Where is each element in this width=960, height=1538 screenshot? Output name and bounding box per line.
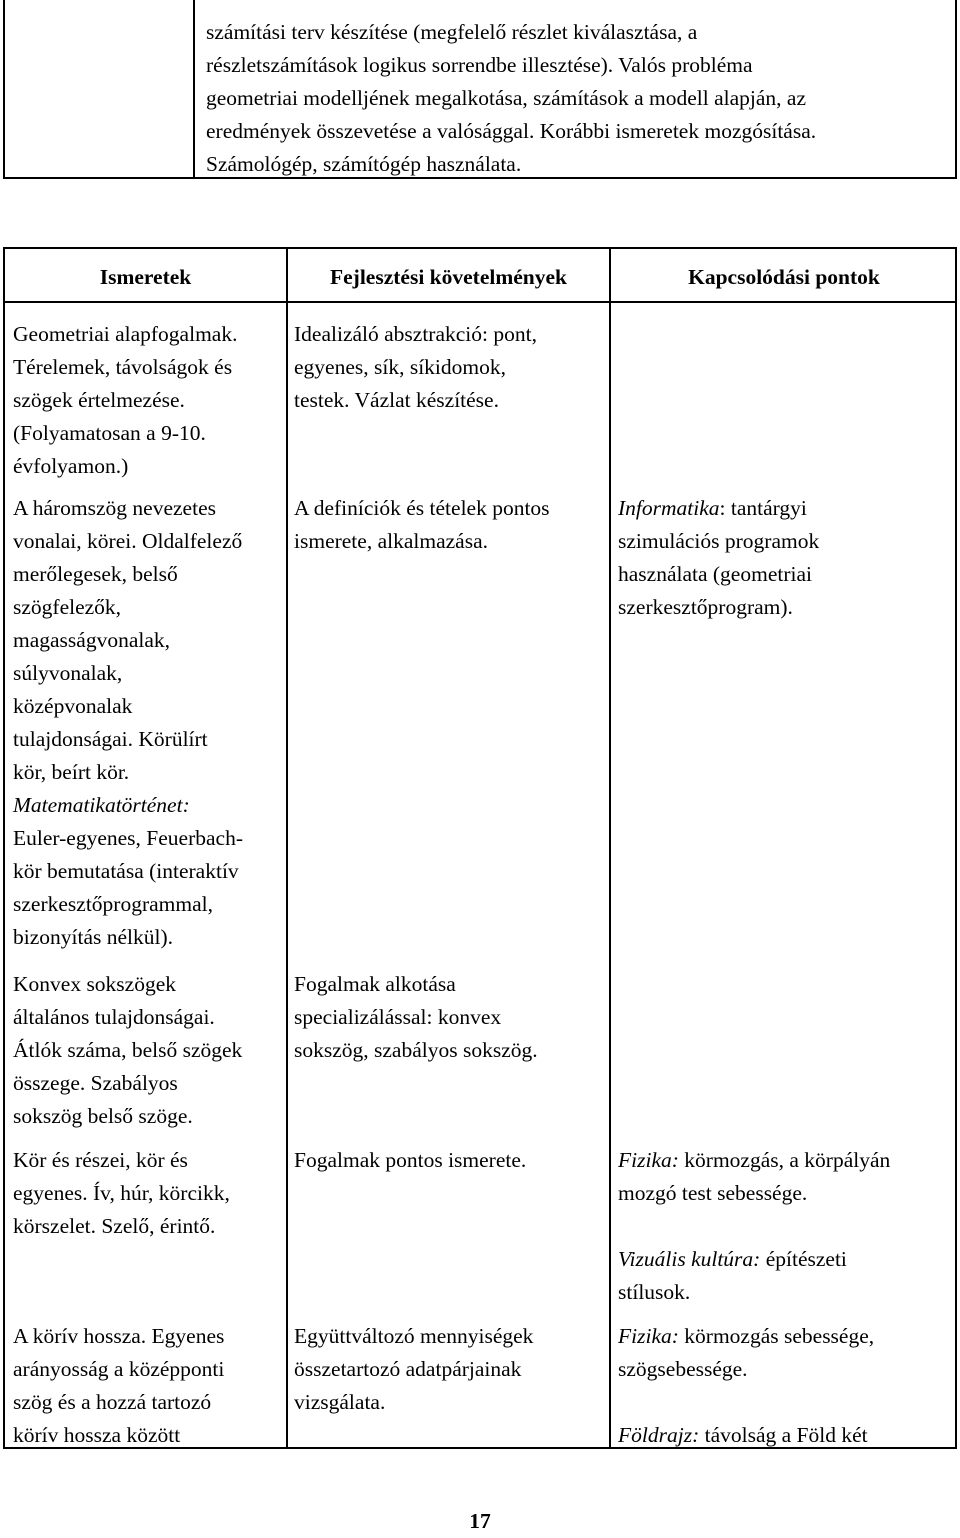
text-line: szerkesztőprogrammal, [13, 892, 213, 916]
text-line: testek. Vázlat készítése. [294, 388, 499, 412]
text-line: Geometriai alapfogalmak. [13, 322, 238, 346]
text-line: Fogalmak alkotása [294, 972, 456, 996]
row-4-fejlesztes [294, 1144, 604, 1177]
text-line [618, 492, 953, 525]
text-line: súlyvonalak, [13, 661, 123, 685]
row-5-fejlesztes [294, 1320, 604, 1419]
text-line [618, 1419, 953, 1452]
text-line: merőlegesek, belső [13, 562, 178, 586]
text-line: szerkesztőprogram). [618, 595, 793, 619]
text-fragment: körmozgás, a körpályán [678, 1148, 891, 1172]
row-2-fejlesztes [294, 492, 604, 558]
text-line: Kör és részei, kör és [13, 1148, 188, 1172]
text-line [13, 789, 285, 822]
text-line: ismerete, alkalmazása. [294, 529, 488, 553]
text-line: kör, beírt kör. [13, 760, 130, 784]
text-line: Idealizáló absztrakció: pont, [294, 322, 537, 346]
row-1-fejlesztes [294, 318, 604, 417]
text-line [618, 1243, 953, 1276]
italic-subject: Fizika: [618, 1324, 679, 1348]
intro-line: részletszámítások logikus sorrendbe illesztése). Valós probléma [206, 53, 753, 77]
intro-line: eredmények összevetése a valósággal. Korábbi ismeretek mozgósítása. [206, 119, 817, 143]
text-line: évfolyamon.) [13, 454, 129, 478]
intro-line: geometriai modelljének megalkotása, számítások a modell alapján, az [206, 86, 806, 110]
text-line: tulajdonságai. Körülírt [13, 727, 208, 751]
text-line: magasságvonalak, [13, 628, 171, 652]
text-line: Együttváltozó mennyiségek [294, 1324, 534, 1348]
text-fragment: távolság a Föld két [699, 1423, 868, 1447]
text-line: összege. Szabályos [13, 1071, 178, 1095]
row-1-ismeretek [13, 318, 285, 483]
empty-left-cell [5, 0, 195, 177]
text-line: sokszög belső szöge. [13, 1104, 193, 1128]
text-line: kör bemutatása (interaktív [13, 859, 239, 883]
text-line: A háromszög nevezetes [13, 496, 216, 520]
header-divider [5, 301, 955, 303]
header-kapcsolodasi-pontok: Kapcsolódási pontok [688, 265, 880, 289]
text-line: A körív hossza. Egyenes [13, 1324, 225, 1348]
italic-subject: Informatika [618, 496, 720, 520]
text-line: (Folyamatosan a 9-10. [13, 421, 206, 445]
italic-subject: Matematikatörténet: [13, 793, 190, 817]
text-line: általános tulajdonságai. [13, 1005, 215, 1029]
row-3-ismeretek [13, 968, 285, 1133]
text-fragment: körmozgás sebessége, [678, 1324, 875, 1348]
italic-subject: Földrajz: [618, 1423, 700, 1447]
intro-text [206, 16, 946, 181]
row-3-fejlesztes [294, 968, 604, 1067]
text-line: stílusok. [618, 1280, 691, 1304]
text-line: A definíciók és tételek pontos [294, 496, 550, 520]
text-line: bizonyítás nélkül). [13, 925, 174, 949]
row-5-ismeretek [13, 1320, 285, 1452]
text-line: szimulációs programok [618, 529, 820, 553]
text-line: vonalai, körei. Oldalfelező [13, 529, 243, 553]
row-2-kapcsolodas [618, 492, 953, 624]
column-divider [609, 249, 611, 1447]
text-line: szögsebessége. [618, 1357, 748, 1381]
text-line: Átlók száma, belső szögek [13, 1038, 243, 1062]
text-line [618, 1144, 953, 1177]
text-line: Térelemek, távolságok és [13, 355, 233, 379]
text-line: Euler-egyenes, Feuerbach- [13, 826, 243, 850]
curriculum-table [3, 247, 957, 1449]
column-divider [286, 249, 288, 1447]
text-line: egyenes, sík, síkidomok, [294, 355, 506, 379]
previous-table-fragment [3, 0, 957, 179]
row-2-ismeretek [13, 492, 285, 954]
intro-line: Számológép, számítógép használata. [206, 152, 522, 176]
text-line: specializálással: konvex [294, 1005, 502, 1029]
page-number: 17 [469, 1509, 491, 1533]
row-4-kapcsolodas [618, 1144, 953, 1309]
text-line: körszelet. Szelő, érintő. [13, 1214, 216, 1238]
text-line: vizsgálata. [294, 1390, 386, 1414]
text-line: Konvex sokszögek [13, 972, 177, 996]
text-line: arányosság a középponti [13, 1357, 225, 1381]
text-line: szög és a hozzá tartozó [13, 1390, 212, 1414]
spacer [618, 1210, 953, 1243]
text-line: használata (geometriai [618, 562, 812, 586]
text-line [618, 1320, 953, 1353]
text-line: Fogalmak pontos ismerete. [294, 1148, 527, 1172]
row-5-kapcsolodas [618, 1320, 953, 1452]
text-fragment: : tantárgyi [719, 496, 807, 520]
text-line: sokszög, szabályos sokszög. [294, 1038, 538, 1062]
text-line: szögek értelmezése. [13, 388, 185, 412]
text-line: egyenes. Ív, húr, körcikk, [13, 1181, 230, 1205]
row-4-ismeretek [13, 1144, 285, 1243]
italic-subject: Vizuális kultúra: [618, 1247, 761, 1271]
text-line: középvonalak [13, 694, 133, 718]
text-line: szögfelezők, [13, 595, 122, 619]
text-line: mozgó test sebessége. [618, 1181, 808, 1205]
italic-subject: Fizika: [618, 1148, 679, 1172]
text-line: összetartozó adatpárjainak [294, 1357, 522, 1381]
spacer [618, 1386, 953, 1419]
text-fragment: építészeti [760, 1247, 847, 1271]
header-fejlesztesi-kovetelmenyek: Fejlesztési követelmények [329, 265, 567, 289]
text-line: körív hossza között [13, 1423, 181, 1447]
header-ismeretek: Ismeretek [99, 265, 192, 289]
intro-line: számítási terv készítése (megfelelő részlet kiválasztása, a [206, 20, 698, 44]
